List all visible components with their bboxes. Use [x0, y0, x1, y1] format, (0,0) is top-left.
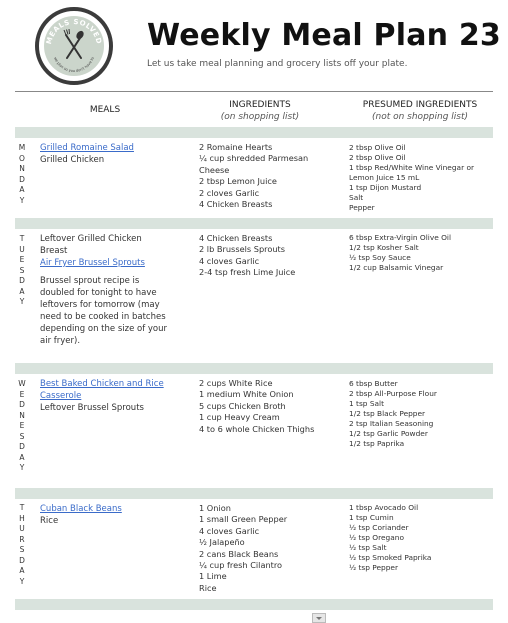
svg-text:we plan so you don't have to	[53, 56, 95, 73]
recipe-link[interactable]: Air Fryer Brussel Sprouts	[40, 258, 145, 268]
ingredient-item: 4 Chicken Breasts	[199, 233, 273, 243]
day-letter: S	[19, 431, 25, 441]
day-letter: Y	[19, 195, 25, 205]
presumed-item: ½ tsp Oregano	[349, 533, 404, 542]
recipe-link[interactable]: Grilled Romaine Salad	[40, 143, 134, 153]
presumed-item: ½ tsp Smoked Paprika	[349, 553, 432, 562]
ingredients-header-label: INGREDIENTS	[229, 100, 291, 110]
chevron-down-icon	[316, 617, 322, 620]
ingredient-item: 2 cans Black Beans	[199, 548, 279, 559]
presumed-item: 6 tbsp Butter	[349, 379, 398, 388]
day-letter: Y	[19, 576, 25, 586]
presumed-item: 1/2 cup Balsamic Vinegar	[349, 263, 444, 272]
ingredient-item: 2 lb Brussels Sprouts	[199, 244, 286, 255]
presumed-item: 1/2 tsp Garlic Powder	[349, 429, 428, 438]
row-separator	[15, 218, 493, 229]
day-letter: A	[19, 566, 25, 575]
row-separator	[15, 127, 493, 138]
presumed-item: 6 tbsp Extra-Virgin Olive Oil	[349, 233, 452, 242]
meal-item: Breast	[40, 246, 68, 256]
ingredient-item: 1 small Green Pepper	[199, 514, 288, 525]
ingredient-item: ¼ cup fresh Cilantro	[199, 560, 283, 571]
page-subtitle: Let us take meal planning and grocery lists off your plate.	[147, 59, 408, 69]
day-letter: O	[19, 153, 25, 163]
meals-thursday	[40, 503, 170, 527]
day-letter: M	[18, 143, 26, 152]
ingredient-item: 2 cloves Garlic	[199, 187, 260, 198]
day-letter: D	[19, 555, 25, 565]
day-letter: E	[19, 255, 25, 264]
presumed-item: Salt	[349, 193, 364, 202]
meal-item: Rice	[40, 516, 59, 526]
presumed-header-label: PRESUMED INGREDIENTS	[362, 100, 478, 110]
row-separator	[15, 488, 493, 499]
ingredient-item: 1 Onion	[199, 503, 231, 513]
ingredients-thursday	[199, 503, 329, 594]
presumed-item: ½ tsp Soy Sauce	[349, 253, 411, 262]
presumed-item: 1/2 tsp Paprika	[349, 439, 405, 448]
presumed-item: 1 tbsp Avocado Oil	[349, 503, 419, 512]
presumed-item: 1 tsp Salt	[349, 399, 385, 408]
presumed-item: ½ tsp Salt	[349, 543, 387, 552]
meals-solved-logo	[35, 7, 113, 85]
recipe-link[interactable]: Cuban Black Beans	[40, 504, 122, 514]
scroll-down-button[interactable]	[312, 613, 326, 623]
ingredient-item: 2 tbsp Lemon Juice	[199, 176, 277, 187]
presumed-item: Lemon Juice 15 mL	[349, 173, 420, 182]
day-letter: D	[19, 442, 25, 451]
meal-item: Leftover Brussel Sprouts	[40, 403, 144, 413]
ingredient-item: ¼ cup shredded Parmesan	[199, 153, 309, 164]
day-letter: S	[19, 545, 25, 554]
day-label-thursday	[17, 503, 27, 587]
day-label-monday	[17, 143, 27, 206]
column-header-ingredients	[205, 99, 315, 123]
day-letter: Y	[19, 297, 25, 306]
presumed-item: 2 tbsp All-Purpose Flour	[349, 389, 437, 398]
day-letter: N	[19, 410, 25, 420]
day-letter: E	[19, 421, 25, 430]
presumed-monday	[349, 143, 499, 213]
ingredient-item: 2 cups White Rice	[199, 378, 273, 388]
day-letter: A	[19, 286, 25, 296]
recipe-link-continued[interactable]: Casserole	[40, 391, 82, 401]
presumed-item: 1/2 tsp Kosher Salt	[349, 243, 419, 252]
meal-item: Grilled Chicken	[40, 155, 105, 165]
ingredient-item: 4 to 6 whole Chicken Thighs	[199, 423, 315, 434]
page-title: Weekly Meal Plan 23	[147, 18, 501, 53]
day-letter: U	[19, 524, 25, 533]
ingredient-item: 2 Romaine Hearts	[199, 142, 273, 152]
ingredients-wednesday	[199, 378, 329, 435]
meal-note: Brussel sprout recipe is doubled for tonight to have leftovers for tomorrow (may need to be cooked in batches depending on the size of your air fryer).	[40, 276, 168, 346]
day-label-wednesday	[17, 379, 27, 474]
day-letter: T	[19, 503, 25, 512]
day-label-tuesday	[17, 234, 27, 308]
ingredient-item: 4 cloves Garlic	[199, 525, 260, 536]
meals-header-label: MEALS	[89, 105, 121, 115]
ingredient-item: 5 cups Chicken Broth	[199, 400, 286, 411]
meals-wednesday	[40, 378, 170, 414]
presumed-item: 2 tbsp Olive Oil	[349, 153, 406, 162]
meals-monday	[40, 142, 170, 166]
ingredient-item: 1 cup Heavy Cream	[199, 412, 280, 423]
meal-item: Leftover Grilled Chicken	[40, 234, 142, 244]
recipe-link[interactable]: Best Baked Chicken and Rice	[40, 379, 164, 389]
logo-tagline: we plan so you don't have to	[53, 56, 95, 74]
ingredients-monday	[199, 142, 329, 210]
presumed-item: Pepper	[349, 203, 375, 212]
presumed-item: 2 tsp Italian Seasoning	[349, 419, 434, 428]
presumed-tuesday	[349, 233, 499, 273]
day-letter: H	[19, 513, 25, 523]
ingredient-item: 4 cloves Garlic	[199, 255, 260, 266]
presumed-item: ½ tsp Coriander	[349, 523, 409, 532]
day-letter: D	[19, 276, 25, 285]
ingredients-header-sub: (on shopping list)	[220, 112, 300, 122]
presumed-item: 1 tsp Cumin	[349, 513, 394, 522]
day-letter: A	[19, 452, 25, 462]
presumed-item: ½ tsp Pepper	[349, 563, 399, 572]
row-separator	[15, 363, 493, 374]
ingredient-item: ½ Jalapeño	[199, 537, 245, 548]
presumed-item: 1/2 tsp Black Pepper	[349, 409, 426, 418]
row-separator	[15, 599, 493, 610]
day-letter: D	[19, 400, 25, 409]
column-header-presumed	[355, 99, 485, 123]
day-letter: T	[19, 234, 25, 243]
ingredient-item: 1 Lime	[199, 571, 227, 582]
fork-spoon-icon	[39, 11, 109, 81]
svg-text:MEALS SOLVED	[45, 18, 103, 45]
presumed-thursday	[349, 503, 499, 573]
presumed-wednesday	[349, 379, 499, 449]
presumed-item: 1 tsp Dijon Mustard	[349, 183, 422, 192]
ingredient-item: 2-4 tsp fresh Lime Juice	[199, 267, 296, 278]
day-letter: N	[19, 164, 25, 173]
ingredient-item: 1 medium White Onion	[199, 389, 294, 400]
day-letter: R	[19, 534, 25, 544]
day-letter: S	[19, 265, 25, 275]
day-letter: E	[19, 389, 25, 399]
meals-tuesday	[40, 233, 170, 347]
day-letter: A	[19, 185, 25, 194]
ingredient-item: Rice	[199, 582, 217, 593]
ingredient-item: Cheese	[199, 164, 230, 175]
day-letter: W	[18, 379, 26, 388]
day-letter: Y	[19, 463, 25, 472]
ingredient-item: 4 Chicken Breasts	[199, 199, 273, 210]
header-divider	[15, 91, 493, 92]
presumed-item: 2 tbsp Olive Oil	[349, 143, 406, 152]
day-letter: D	[19, 174, 25, 184]
day-letter: U	[19, 244, 25, 254]
column-header-meals	[80, 104, 130, 116]
presumed-item: 1 tbsp Red/White Wine Vinegar or	[349, 163, 475, 172]
ingredients-tuesday	[199, 233, 329, 279]
logo-text: MEALS SOLVED	[45, 17, 103, 46]
presumed-header-sub: (not on shopping list)	[371, 112, 469, 122]
